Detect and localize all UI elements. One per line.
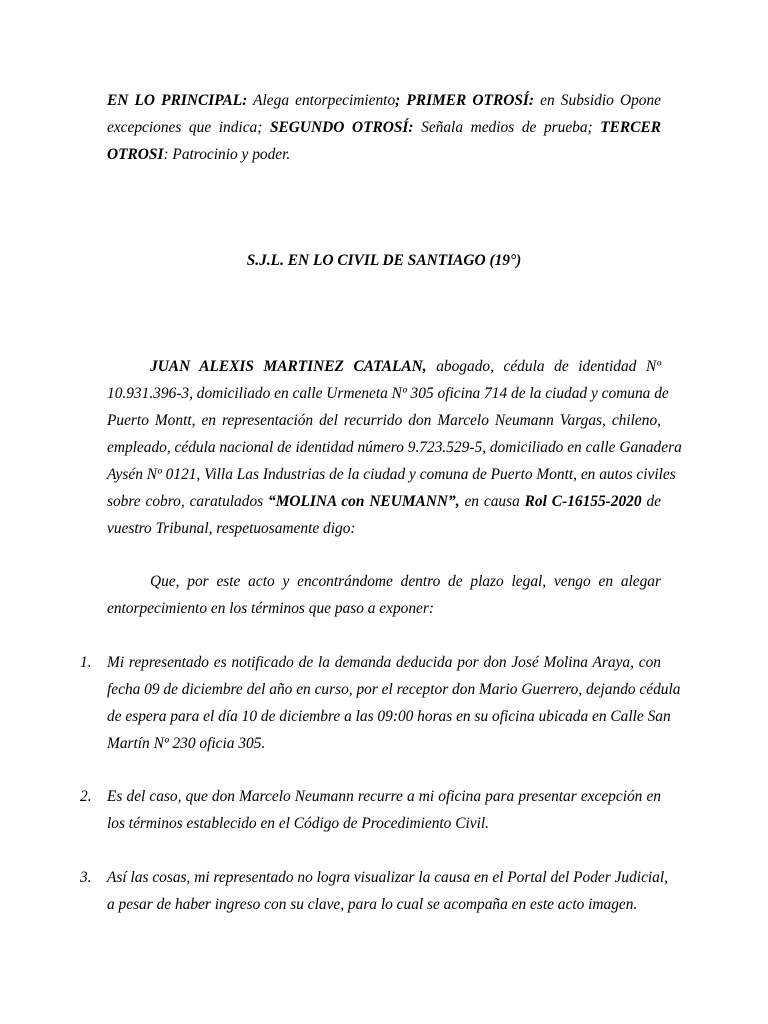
tercer-label: TERCER (600, 119, 661, 136)
list-item-3-line-2: a pesar de haber ingreso con su clave, para lo cual se acompaña en este acto imagen. (107, 896, 638, 913)
list-item-1-line-3: de espera para el día 10 de diciembre a las 09:00 horas en su oficina ubicada en Calle San (107, 708, 671, 725)
heading-line-3 (107, 145, 661, 165)
principal-label: EN LO PRINCIPAL: (107, 92, 248, 109)
intro-line-6 (107, 492, 661, 512)
case-caption: “MOLINA con NEUMANN”, (268, 493, 460, 510)
heading-line-2 (107, 118, 661, 138)
primer-otrosi-text: en Subsidio Opone (534, 92, 661, 109)
intro-line-2: 10.931.396-3, domiciliado en calle Urmeneta Nº 305 oficina 714 de la ciudad y comuna de (107, 385, 669, 402)
primer-otrosi-label: ; PRIMER OTROSÍ: (395, 92, 534, 109)
intro-line-1 (150, 357, 661, 377)
lawyer-name: JUAN ALEXIS MARTINEZ CATALAN, (150, 358, 427, 375)
heading-line-1 (107, 91, 661, 111)
intro-line-4: empleado, cédula nacional de identidad número 9.723.529-5, domiciliado en calle Ganadera (107, 439, 682, 456)
otrosi-label: OTROSI (107, 146, 164, 163)
intro-text: en causa (459, 493, 525, 510)
lawyer-id-text: abogado, cédula de identidad Nº (426, 358, 661, 375)
segundo-otrosi-label: SEGUNDO OTROSÍ: (269, 119, 414, 136)
para2-line-2: entorpecimiento en los términos que paso a exponer: (107, 600, 434, 617)
principal-text: Alega entorpecimiento (247, 92, 396, 109)
tercer-otrosi-text: : Patrocinio y poder. (163, 146, 291, 163)
list-item-1-line-4: Martín Nº 230 oficia 305. (107, 735, 266, 752)
list-item-1-line-1: Mi representado es notificado de la demanda deducida por don José Molina Araya, con (107, 654, 661, 671)
intro-line-5: Aysén Nº 0121, Villa Las Industrias de la ciudad y comuna de Puerto Montt, en autos civiles (107, 466, 676, 483)
intro-line-7: vuestro Tribunal, respetuosamente digo: (107, 520, 356, 537)
list-item-number: 3. (80, 869, 92, 886)
segundo-otrosi-text: Señala medios de prueba; (413, 119, 601, 136)
intro-line-3: Puerto Montt, en representación del recurrido don Marcelo Neumann Vargas, chileno, (107, 412, 661, 429)
para2-line-1: Que, por este acto y encontrándome dentro de plazo legal, vengo en alegar (150, 573, 661, 590)
list-item-3-line-1: Así las cosas, mi representado no logra visualizar la causa en el Portal del Poder Judicial, (107, 869, 668, 886)
list-item-number: 2. (80, 788, 92, 805)
list-item-1-line-2: fecha 09 de diciembre del año en curso, por el receptor don Mario Guerrero, dejando cédula (107, 681, 681, 698)
heading-text: excepciones que indica; (107, 119, 270, 136)
intro-text: sobre cobro, caratulados (107, 493, 269, 510)
list-item-number: 1. (80, 654, 92, 671)
intro-text: de (641, 493, 661, 510)
list-item-2-line-2: los términos establecido en el Código de Procedimiento Civil. (107, 815, 489, 832)
case-rol: Rol C-16155-2020 (524, 493, 642, 510)
list-item-2-line-1: Es del caso, que don Marcelo Neumann recurre a mi oficina para presentar excepción en (107, 788, 661, 805)
court-title: S.J.L. EN LO CIVIL DE SANTIAGO (19°) (246, 252, 522, 269)
